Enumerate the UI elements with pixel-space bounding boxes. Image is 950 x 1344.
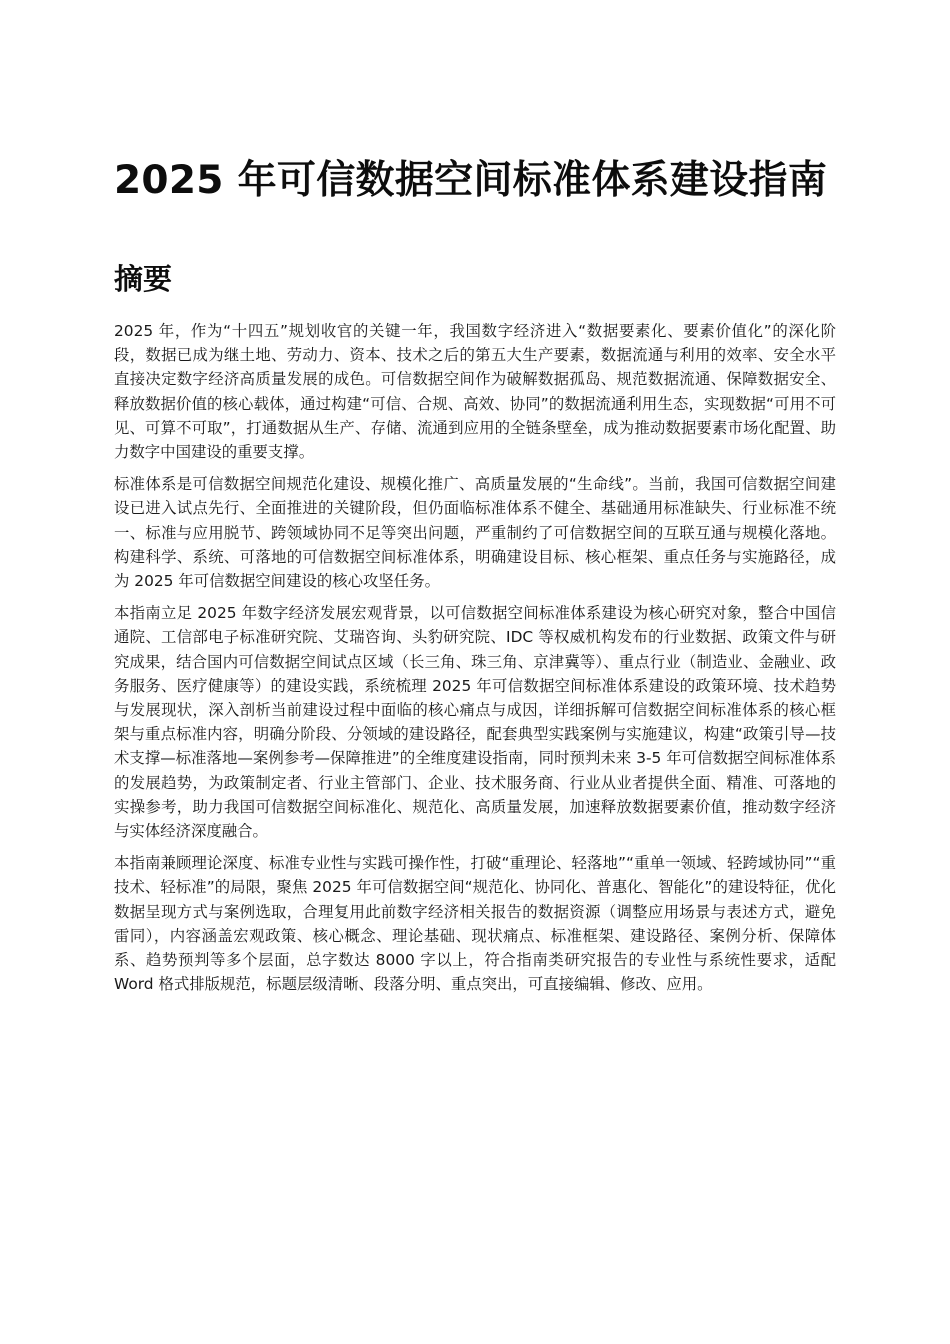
document-title: 2025 年可信数据空间标准体系建设指南 — [114, 158, 828, 203]
abstract-paragraph-4: 本指南兼顾理论深度、标准专业性与实践可操作性，打破“重理论、轻落地”“重单一领域、轻跨域协同”“重技术、轻标准”的局限，聚焦 2025 年可信数据空间“规范化、协同化、普惠化、智能化”的建设特征，优化数据呈现方式与案例选取，合理复用此前数字经济相关报告的数据资源（调整应用场景与表述方式，避免雷同），内容涵盖宏观政策、核心概念、理论基础、现状痛点、标准框架、建设路径、案例分析、保障体系、趋势预判等多个层面，总字数达 8000 字以上，符合指南类研究报告的专业性与系统性要求，适配 Word 格式排版规范，标题层级清晰、段落分明、重点突出，可直接编辑、修改、应用。 — [114, 854, 836, 994]
abstract-paragraph-3: 本指南立足 2025 年数字经济发展宏观背景，以可信数据空间标准体系建设为核心研究对象，整合中国信通院、工信部电子标准研究院、艾瑞咨询、头豹研究院、IDC 等权威机构发布的行业数据、政策文件与研究成果，结合国内可信数据空间试点区域（长三角、珠三角、京津冀等）、重点行业（制造业、金融业、政务服务、医疗健康等）的建设实践，系统梳理 2025 年可信数据空间标准体系建设的政策环境、技术趋势与发展现状，深入剖析当前建设过程中面临的核心痛点与成因，详细拆解可信数据空间标准体系的核心框架与重点标准内容，明确分阶段、分领域的建设路径，配套典型实践案例与实施建议，构建“政策引导—技术支撑—标准落地—案例参考—保障推进”的全维度建设指南，同时预判未来 3-5 年可信数据空间标准体系的发展趋势，为政策制定者、行业主管部门、企业、技术服务商、行业从业者提供全面、精准、可落地的实操参考，助力我国可信数据空间标准化、规范化、高质量发展，加速释放数据要素价值，推动数字经济与实体经济深度融合。 — [114, 604, 836, 841]
abstract-paragraph-2: 标准体系是可信数据空间规范化建设、规模化推广、高质量发展的“生命线”。当前，我国可信数据空间建设已进入试点先行、全面推进的关键阶段，但仍面临标准体系不健全、基础通用标准缺失、行业标准不统一、标准与应用脱节、跨领域协同不足等突出问题，严重制约了可信数据空间的互联互通与规模化落地。构建科学、系统、可落地的可信数据空间标准体系，明确建设目标、核心框架、重点任务与实施路径，成为 2025 年可信数据空间建设的核心攻坚任务。 — [114, 475, 836, 591]
abstract-paragraph-1: 2025 年，作为“十四五”规划收官的关键一年，我国数字经济进入“数据要素化、要素价值化”的深化阶段，数据已成为继土地、劳动力、资本、技术之后的第五大生产要素，数据流通与利用的效率、安全水平直接决定数字经济高质量发展的成色。可信数据空间作为破解数据孤岛、规范数据流通、保障数据安全、释放数据价值的核心载体，通过构建“可信、合规、高效、协同”的数据流通利用生态，实现数据“可用不可见、可算不可取”，打通数据从生产、存储、流通到应用的全链条壁垒，成为推动数据要素市场化配置、助力数字中国建设的重要支撑。 — [114, 322, 836, 462]
section-heading-abstract: 摘要 — [114, 262, 173, 296]
